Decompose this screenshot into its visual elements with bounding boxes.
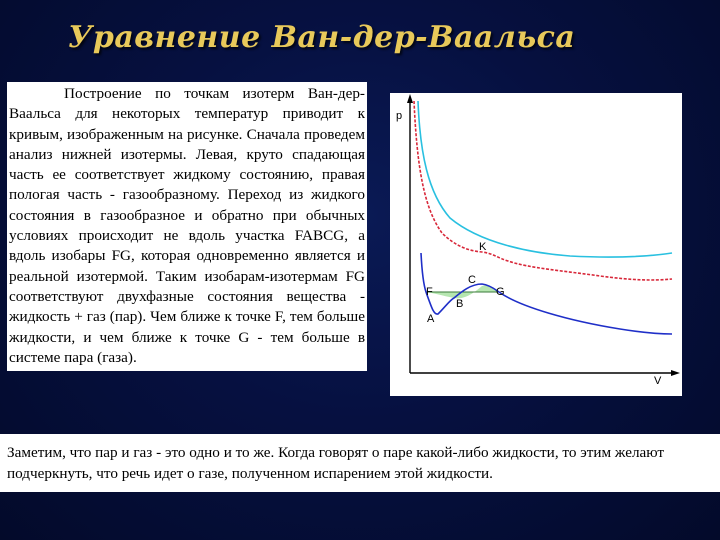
- y-axis-label: p: [396, 110, 403, 122]
- isotherm-blue: [421, 253, 672, 334]
- point-a-label: A: [427, 313, 435, 325]
- isotherm-cyan: [418, 101, 672, 257]
- slide-title: Уравнение Ван-дер-Ваальса: [68, 20, 576, 55]
- point-f-label: F: [426, 286, 433, 298]
- x-axis-arrow: [671, 370, 680, 376]
- x-axis-label: V: [654, 375, 662, 387]
- point-k-label: K: [479, 241, 487, 253]
- main-text-box: [7, 82, 367, 371]
- isotherm-graph: [390, 93, 682, 396]
- point-b-label: B: [456, 298, 464, 310]
- point-c-label: C: [468, 274, 476, 286]
- y-axis-arrow: [407, 94, 413, 103]
- bottom-paragraph: Заметим, что пар и газ - это одно и то же. Когда говорят о паре какой-либо жидкости, то этим желают подчеркнуть, что речь идет о газе, полученном испарением этой жидкости.: [7, 444, 665, 482]
- point-g-label: G: [496, 286, 505, 298]
- bottom-text-box: [0, 434, 720, 492]
- main-paragraph: Построение по точкам изотерм Ван-дер-Ваальса для некоторых температур приводит к кривым, изображенным на рисунке. Сначала проведем анализ нижней изотермы. Левая, круто спадающая часть ее соответствует жидкому состоянию, правая пологая часть - газообразному. Переход из жидкого состояния в газообразное и обратно при обычных условиях происходит не вдоль участка FABCG, а вдоль изобары FG, которая одновременно является и реальной изотермой. Таким изобарам-изотермам FG соответствуют двухфазные состояния вещества - жидкость + газ (пар). Чем ближе к точке F, тем больше жидкости, и чем ближе к точке G - тем больше в системе пара (газа).: [9, 85, 365, 366]
- isotherm-svg: [390, 93, 682, 396]
